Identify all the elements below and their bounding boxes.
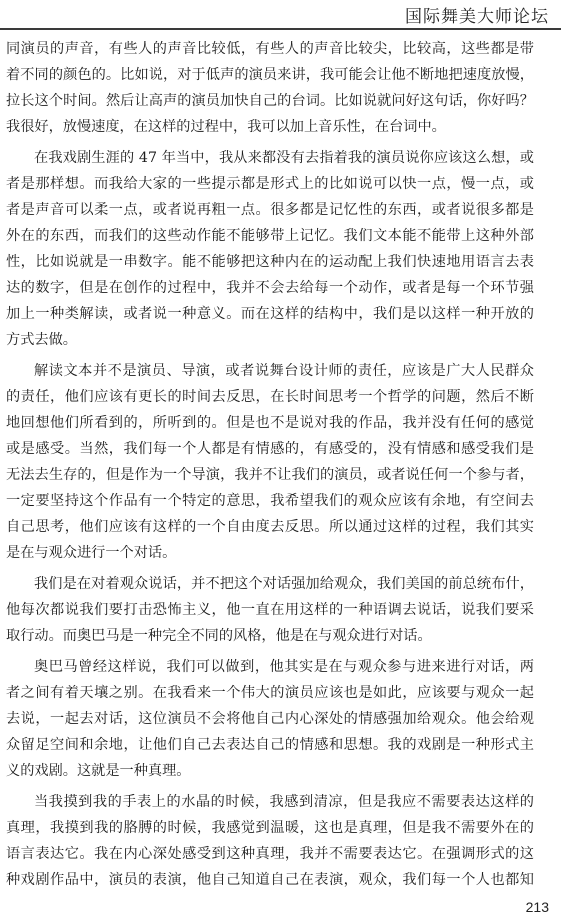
- text-line: 众留足空间和余地，让他们自己去表达自己的情感和思想。我的戏剧是一种形式主: [6, 737, 534, 753]
- text-line: 解读文本并不是演员、导演，或者说舞台设计师的责任，应该是广大人民群众: [34, 363, 534, 379]
- text-line: 同演员的声音，有些人的声音比较低，有些人的声音比较尖，比较高，这些都是带: [6, 41, 534, 57]
- text-line: 者是声音可以柔一点，或者说再粗一点。很多都是记忆性的东西，或者说很多都是: [6, 202, 534, 218]
- text-line: 自己思考，他们应该有这样的一个自由度去反思。所以通过这样的过程，我们其实: [6, 519, 534, 535]
- text-line: 的责任，他们应该有更长的时间去反思，在长时间思考一个哲学的问题，然后不断: [6, 389, 534, 405]
- text-line: 奥巴马曾经这样说，我们可以做到，他其实是在与观众参与进来进行对话，两: [34, 659, 534, 675]
- text-line: 种戏剧作品中，演员的表演，他自己知道自己在表演，观众，我们每一个人也都知: [6, 872, 534, 888]
- text-line: 者之间有着天壤之别。在我看来一个伟大的演员应该也是如此，应该要与观众一起: [6, 685, 534, 701]
- text-line: 加上一种类解读，或者说一种意义。而在这样的结构中，我们是以这样一种开放的: [6, 306, 534, 322]
- text-line: 方式去做。: [6, 332, 77, 348]
- text-line: 或是感受。当然，我们每一个人都是有情感的，有感受的，没有情感和感受我们是: [6, 441, 534, 457]
- text-line: 当我摸到我的手表上的水晶的时候，我感到清凉，但是我应不需要表达这样的: [34, 794, 534, 810]
- text-line: 外在的东西，而我们的这些动作能不能够带上记忆。我们文本能不能带上这种外部: [6, 228, 534, 244]
- text-line: 去说，一起去对话，这位演员不会将他自己内心深处的情感强加给观众。他会给观: [6, 711, 534, 727]
- text-line: 者是那样想。而我给大家的一些提示都是形式上的比如说可以快一点，慢一点，或: [6, 176, 534, 192]
- text-line: 达的数字，但是在创作的过程中，我并不会去给每一个动作，或者是每一个环节强: [6, 280, 534, 296]
- text-line: 他每次都说我们要打击恐怖主义，他一直在用这样的一种语调去说话，说我们要采: [6, 602, 534, 618]
- text-line: 真理，我摸到我的胳膊的时候，我感觉到温暖，这也是真理，但是我不需要外在的: [6, 820, 534, 836]
- text-line: 取行动。而奥巴马是一种完全不同的风格，他是在与观众进行对话。: [6, 628, 432, 644]
- text-line: 在我戏剧生涯的 47 年当中，我从来都没有去指着我的演员说你应该这么想，或: [34, 150, 534, 166]
- text-line: 着不同的颜色的。比如说，对于低声的演员来讲，我可能会让他不断地把速度放慢，: [6, 67, 534, 83]
- text-line: 拉长这个时间。然后让高声的演员加快自己的台词。比如说就问好这句话，你好吗？: [6, 93, 534, 109]
- text-line: 无法去生存的，但是作为一个导演，我并不让我们的演员，或者说任何一个参与者，: [6, 467, 534, 483]
- text-line: 语言表达它。我在内心深处感受到这种真理，我并不需要表达它。在强调形式的这: [6, 846, 534, 862]
- body-text: [6, 36, 534, 893]
- text-line: 性，比如说就是一串数字。能不能够把这种内在的运动配上我们快速地用语言去表: [6, 254, 534, 270]
- text-line: 是在与观众进行一个对话。: [6, 545, 177, 561]
- header-title: 国际舞美大师论坛: [405, 7, 549, 27]
- text-line: 地回想他们所看到的，所听到的。但是也不是说对我的作品，我并没有任何的感觉: [6, 415, 534, 431]
- running-header: [0, 0, 561, 30]
- page-number: 213: [525, 899, 549, 915]
- text-line: 一定要坚持这个作品有一个特定的意思，我希望我们的观众应该有余地，有空间去: [6, 493, 534, 509]
- text-line: 我们是在对着观众说话，并不把这个对话强加给观众，我们美国的前总统布什，: [34, 576, 534, 592]
- text-line: 义的戏剧。这就是一种真理。: [6, 763, 191, 779]
- text-line: 我很好，放慢速度，在这样的过程中，我可以加上音乐性，在台词中。: [6, 119, 446, 135]
- header-rule: [0, 28, 561, 30]
